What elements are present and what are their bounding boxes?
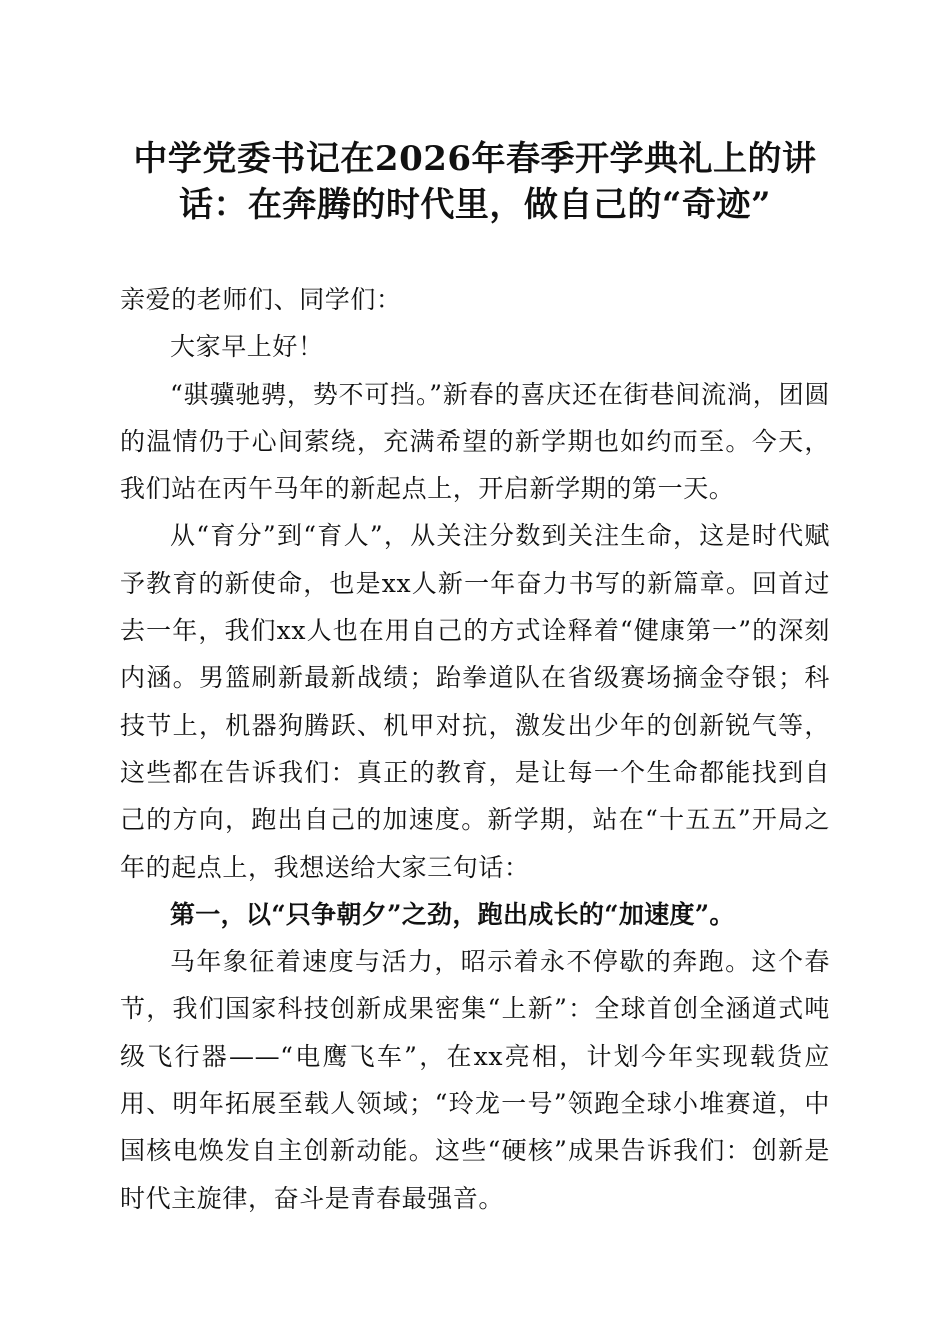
paragraph-education-mission: 从“育分”到“育人”，从关注分数到关注生命，这是时代赋予教育的新使命，也是xx人新一年奋力书写的新篇章。回首过去一年，我们xx人也在用自己的方式诠释着“健康第一”的深刻内涵。男篮刷新最新战绩；跆拳道队在省级赛场摘金夺银；科技节上，机器狗腾跃、机甲对抗，激发出少年的创新锐气等，这些都在告诉我们：真正的教育，是让每一个生命都能找到自己的方向，跑出自己的加速度。新学期，站在“十五五”开局之年的起点上，我想送给大家三句话： <box>120 521 830 882</box>
section-heading-first: 第一，以“只争朝夕”之劲，跑出成长的“加速度”。 <box>170 899 735 929</box>
document-body <box>120 276 830 1222</box>
paragraph-horse-year: 马年象征着速度与活力，昭示着永不停歇的奔跑。这个春节，我们国家科技创新成果密集“上新”：全球首创全涵道式吨级飞行器——“电鹰飞车”，在xx亮相，计划今年实现载货应用、明年拓展至载人领域；“玲龙一号”领跑全球小堆赛道，中国核电焕发自主创新动能。这些“硬核”成果告诉我们：创新是时代主旋律，奋斗是青春最强音。 <box>120 947 830 1213</box>
title-line-1: 中学党委书记在2026年春季开学典礼上的讲 <box>133 139 817 179</box>
title-line-2: 话：在奔腾的时代里，做自己的“奇迹” <box>178 185 772 225</box>
greeting: 大家早上好！ <box>170 332 324 362</box>
document-title <box>118 136 832 228</box>
paragraph-opening: “骐骥驰骋，势不可挡。”新春的喜庆还在街巷间流淌，团圆的温情仍于心间萦绕，充满希望的新学期也如约而至。今天，我们站在丙午马年的新起点上，开启新学期的第一天。 <box>120 379 830 504</box>
salutation: 亲爱的老师们、同学们： <box>120 285 402 314</box>
